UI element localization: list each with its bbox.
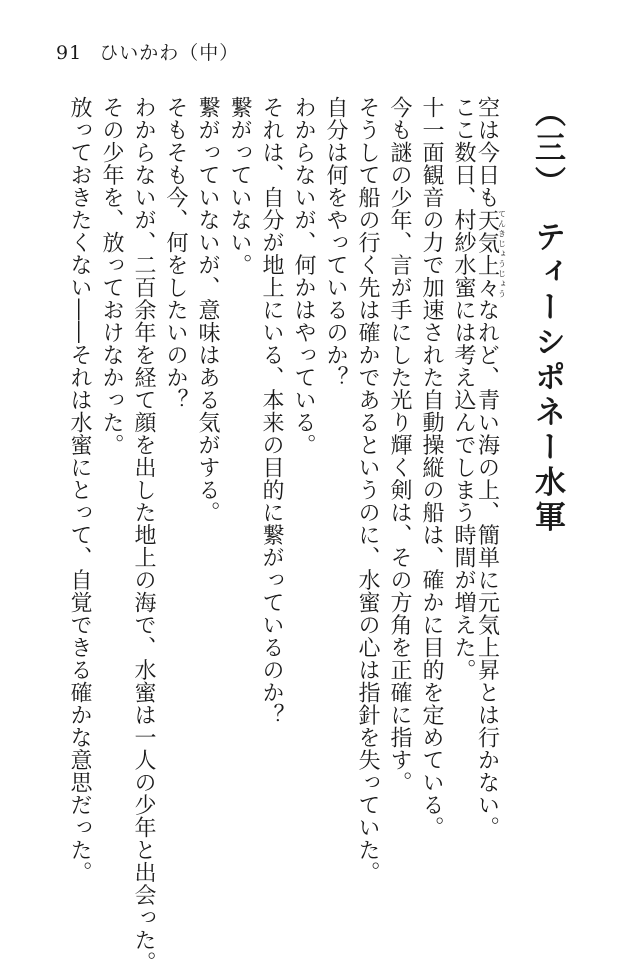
paragraph-line: 繋がっていない。 [227,96,252,276]
page-number: 91 [56,42,83,64]
paragraph-line: 空は今日も天気上々てんきじょうじょうなれど、青い海の上、簡単に元気上昇とは行かない。 [474,96,507,839]
paragraph-line: その少年を、放っておけなかった。 [99,96,124,456]
running-title: ひいかわ（中） [99,42,240,64]
paragraph-line: そもそも今、何をしたいのか？ [163,96,188,411]
paragraph-line: それは、自分が地上にいる、本来の目的に繋がっているのか？ [259,96,284,726]
paragraph-line: 十一面観音の力で加速された自動操縦の船は、確かに目的を定めている。 [419,96,444,839]
paragraph-line: 自分は何をやっているのか？ [323,96,348,389]
paragraph-line: わからないが、何かはやっている。 [291,96,316,456]
page-header [56,38,239,65]
ruby-annotation: 天気上々てんきじょうじょう [474,208,507,299]
paragraph-line: 放っておきたくない――それは水蜜にとって、自覚できる確かな意思だった。 [67,96,92,884]
paragraph-line: 今も謎の少年、言が手にした光り輝く剣は、その方角を正確に指す。 [387,96,412,794]
paragraph-line: わからないが、二百余年を経て顔を出した地上の海で、水蜜は一人の少年と出会った。 [131,96,156,974]
paragraph-line: 繋がっていないが、意味はある気がする。 [195,96,220,524]
paragraph-line: ここ数日、村紗水蜜には考え込んでしまう時間が増えた。 [451,96,476,681]
paragraph-line: そうして船の行く先は確かであるというのに、水蜜の心は指針を失っていた。 [355,96,380,884]
chapter-title: （三） ティーシポネー水軍 [529,96,565,536]
